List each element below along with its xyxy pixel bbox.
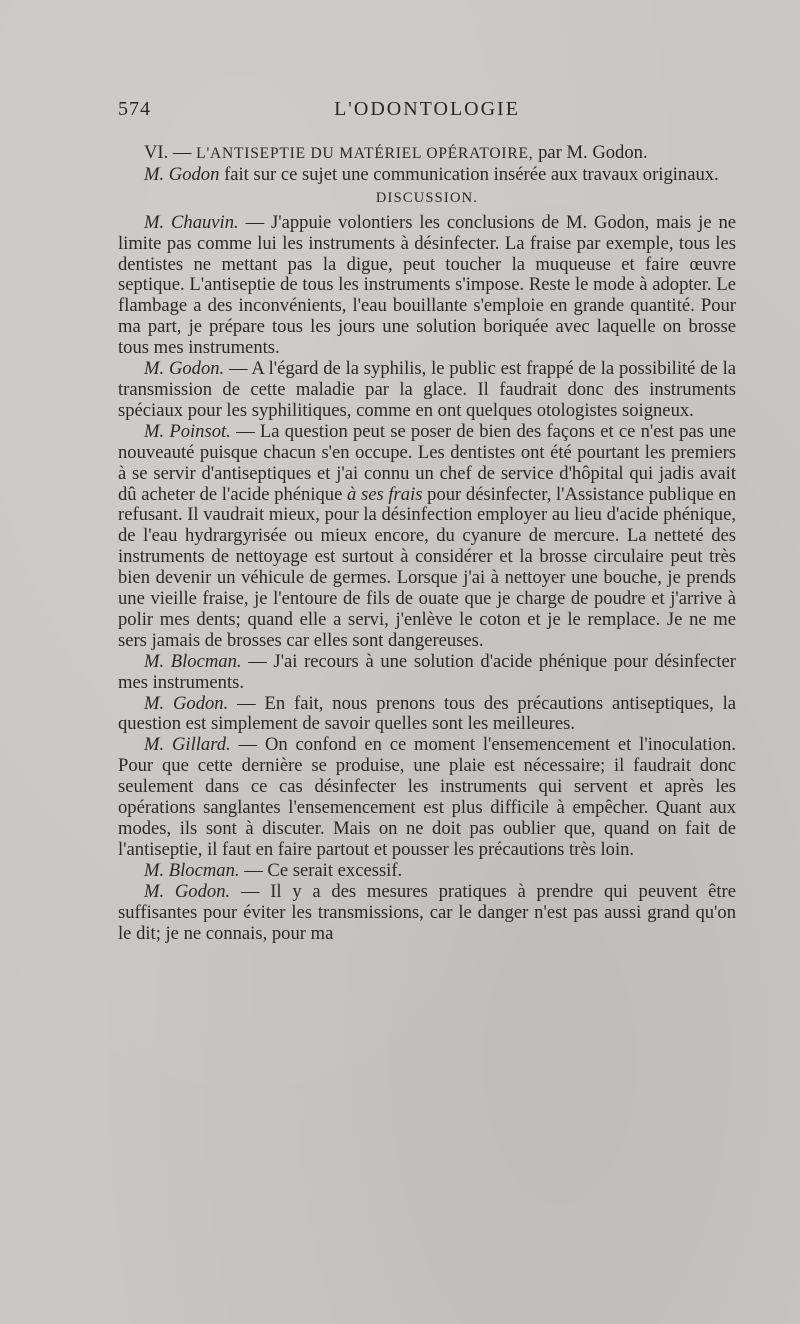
discussion-paragraph — [118, 652, 736, 694]
discussion-paragraph — [118, 735, 736, 860]
paragraph-text: — Ce serait excessif. — [244, 859, 403, 881]
speaker-name: M. Gillard. — [144, 734, 231, 756]
running-head — [118, 98, 736, 128]
page-number: 574 — [118, 98, 151, 120]
discussion-heading: DISCUSSION. — [375, 189, 479, 206]
intro-paragraph — [118, 165, 736, 186]
discussion-paragraph — [118, 213, 736, 359]
speaker-name: M. Blocman. — [144, 650, 242, 672]
discussion-paragraph — [118, 359, 736, 422]
discussion-paragraph — [118, 882, 736, 945]
journal-title: L'ODONTOLOGIE — [334, 98, 520, 120]
speaker-name: M. Chauvin. — [144, 211, 239, 233]
speaker-name: M. Godon. — [144, 692, 229, 714]
paragraph-text: — J'appuie volontiers les conclusions de M. Godon, mais je ne limite pas comme lui les instruments à désinfecter. La fraise par exemple, tous les dentistes ne mettant pas la digue, peut toucher la muqueuse et faire œuvre septique. L'antiseptie de tous les instruments s'impose. Reste le mode à adopter. Le flambage a des inconvénients, l'eau bouillante s'emploie en grande quantité. Pour ma part, je prépare tous les jours une solution boriquée avec laquelle on brosse tous mes instruments. — [118, 211, 737, 359]
paragraph-text: — J'ai recours à une solution d'acide phénique pour désinfecter mes instruments. — [118, 650, 736, 693]
body-text — [118, 143, 736, 944]
speaker-name: M. Godon — [144, 163, 220, 185]
paragraph-text: fait sur ce sujet une communication insérée aux travaux originaux. — [224, 163, 719, 185]
italic-phrase: à ses frais — [347, 483, 423, 505]
speaker-name: M. Poinsot. — [144, 420, 231, 442]
section-title: L'ANTISEPTIE DU MATÉRIEL OPÉRATOIRE, — [196, 145, 534, 162]
speaker-name: M. Blocman. — [144, 859, 240, 881]
paragraph-text: pour désinfecter, l'Assistance publique en refusant. Il vaudrait mieux, pour la désinfection employer au lieu d'acide phénique, de l'eau hydrargyrisée ou mieux encore, du cyanure de mercure. La netteté des instruments de nettoyage est surtout à considérer et la brosse circulaire peut très bien devenir un véhicule de germes. Lorsque j'ai à nettoyer une bouche, je prends une vieille fraise, je l'entoure de fils de ouate que je charge de poudre et j'arrive à polir mes dents; quand elle a servi, j'enlève le coton et je le remplace. Je ne me sers jamais de brosses car elles sont dangereuses. — [118, 483, 736, 651]
paragraph-text: — A l'égard de la syphilis, le public est frappé de la possibilité de la transmission de cette maladie par la glace. Il faudrait donc des instruments spéciaux pour les syphilitiques, comme en ont quelques otologistes soigneux. — [118, 358, 736, 421]
discussion-paragraph — [118, 861, 736, 882]
paragraph-text: — Il y a des mesures pratiques à prendre qui peuvent être suffisantes pour éviter les transmissions, car le danger n'est pas aussi grand qu'on le dit; je ne connais, pour ma — [118, 880, 736, 944]
paragraph-text: — La question peut se poser de bien des façons et ce n'est pas une nouveauté puisque chacun s'en occupe. Les dentistes ont été pourtant les premiers à se servir d'antiseptiques et j'ai connu un chef de service d'hôpital qui jadis avait dû acheter de l'acide phénique — [118, 420, 736, 505]
discussion-paragraph — [118, 422, 736, 652]
paragraph-text: — En fait, nous prenons tous des précautions antiseptiques, la question est simplement de savoir quelles sont les meilleures. — [118, 692, 736, 735]
section-number: VI. — — [144, 142, 192, 163]
speaker-name: M. Godon. — [144, 880, 231, 902]
section-author: par M. Godon. — [538, 142, 648, 163]
discussion-paragraph — [118, 694, 736, 736]
section-heading — [118, 143, 736, 165]
paragraph-text: — On confond en ce moment l'ensemencement et l'inoculation. Pour que cette dernière se produise, une plaie est nécessaire; il faudrait donc seulement dans ce cas désinfecter les instruments qui servent et après les opérations sanglantes l'ensemencement est plus difficile à empêcher. Quant aux modes, ils sont à discuter. Mais on ne doit pas oublier que, quand on fait de l'antiseptie, il faut en faire partout et pousser les précautions très loin. — [118, 734, 737, 860]
speaker-name: M. Godon. — [144, 358, 225, 380]
